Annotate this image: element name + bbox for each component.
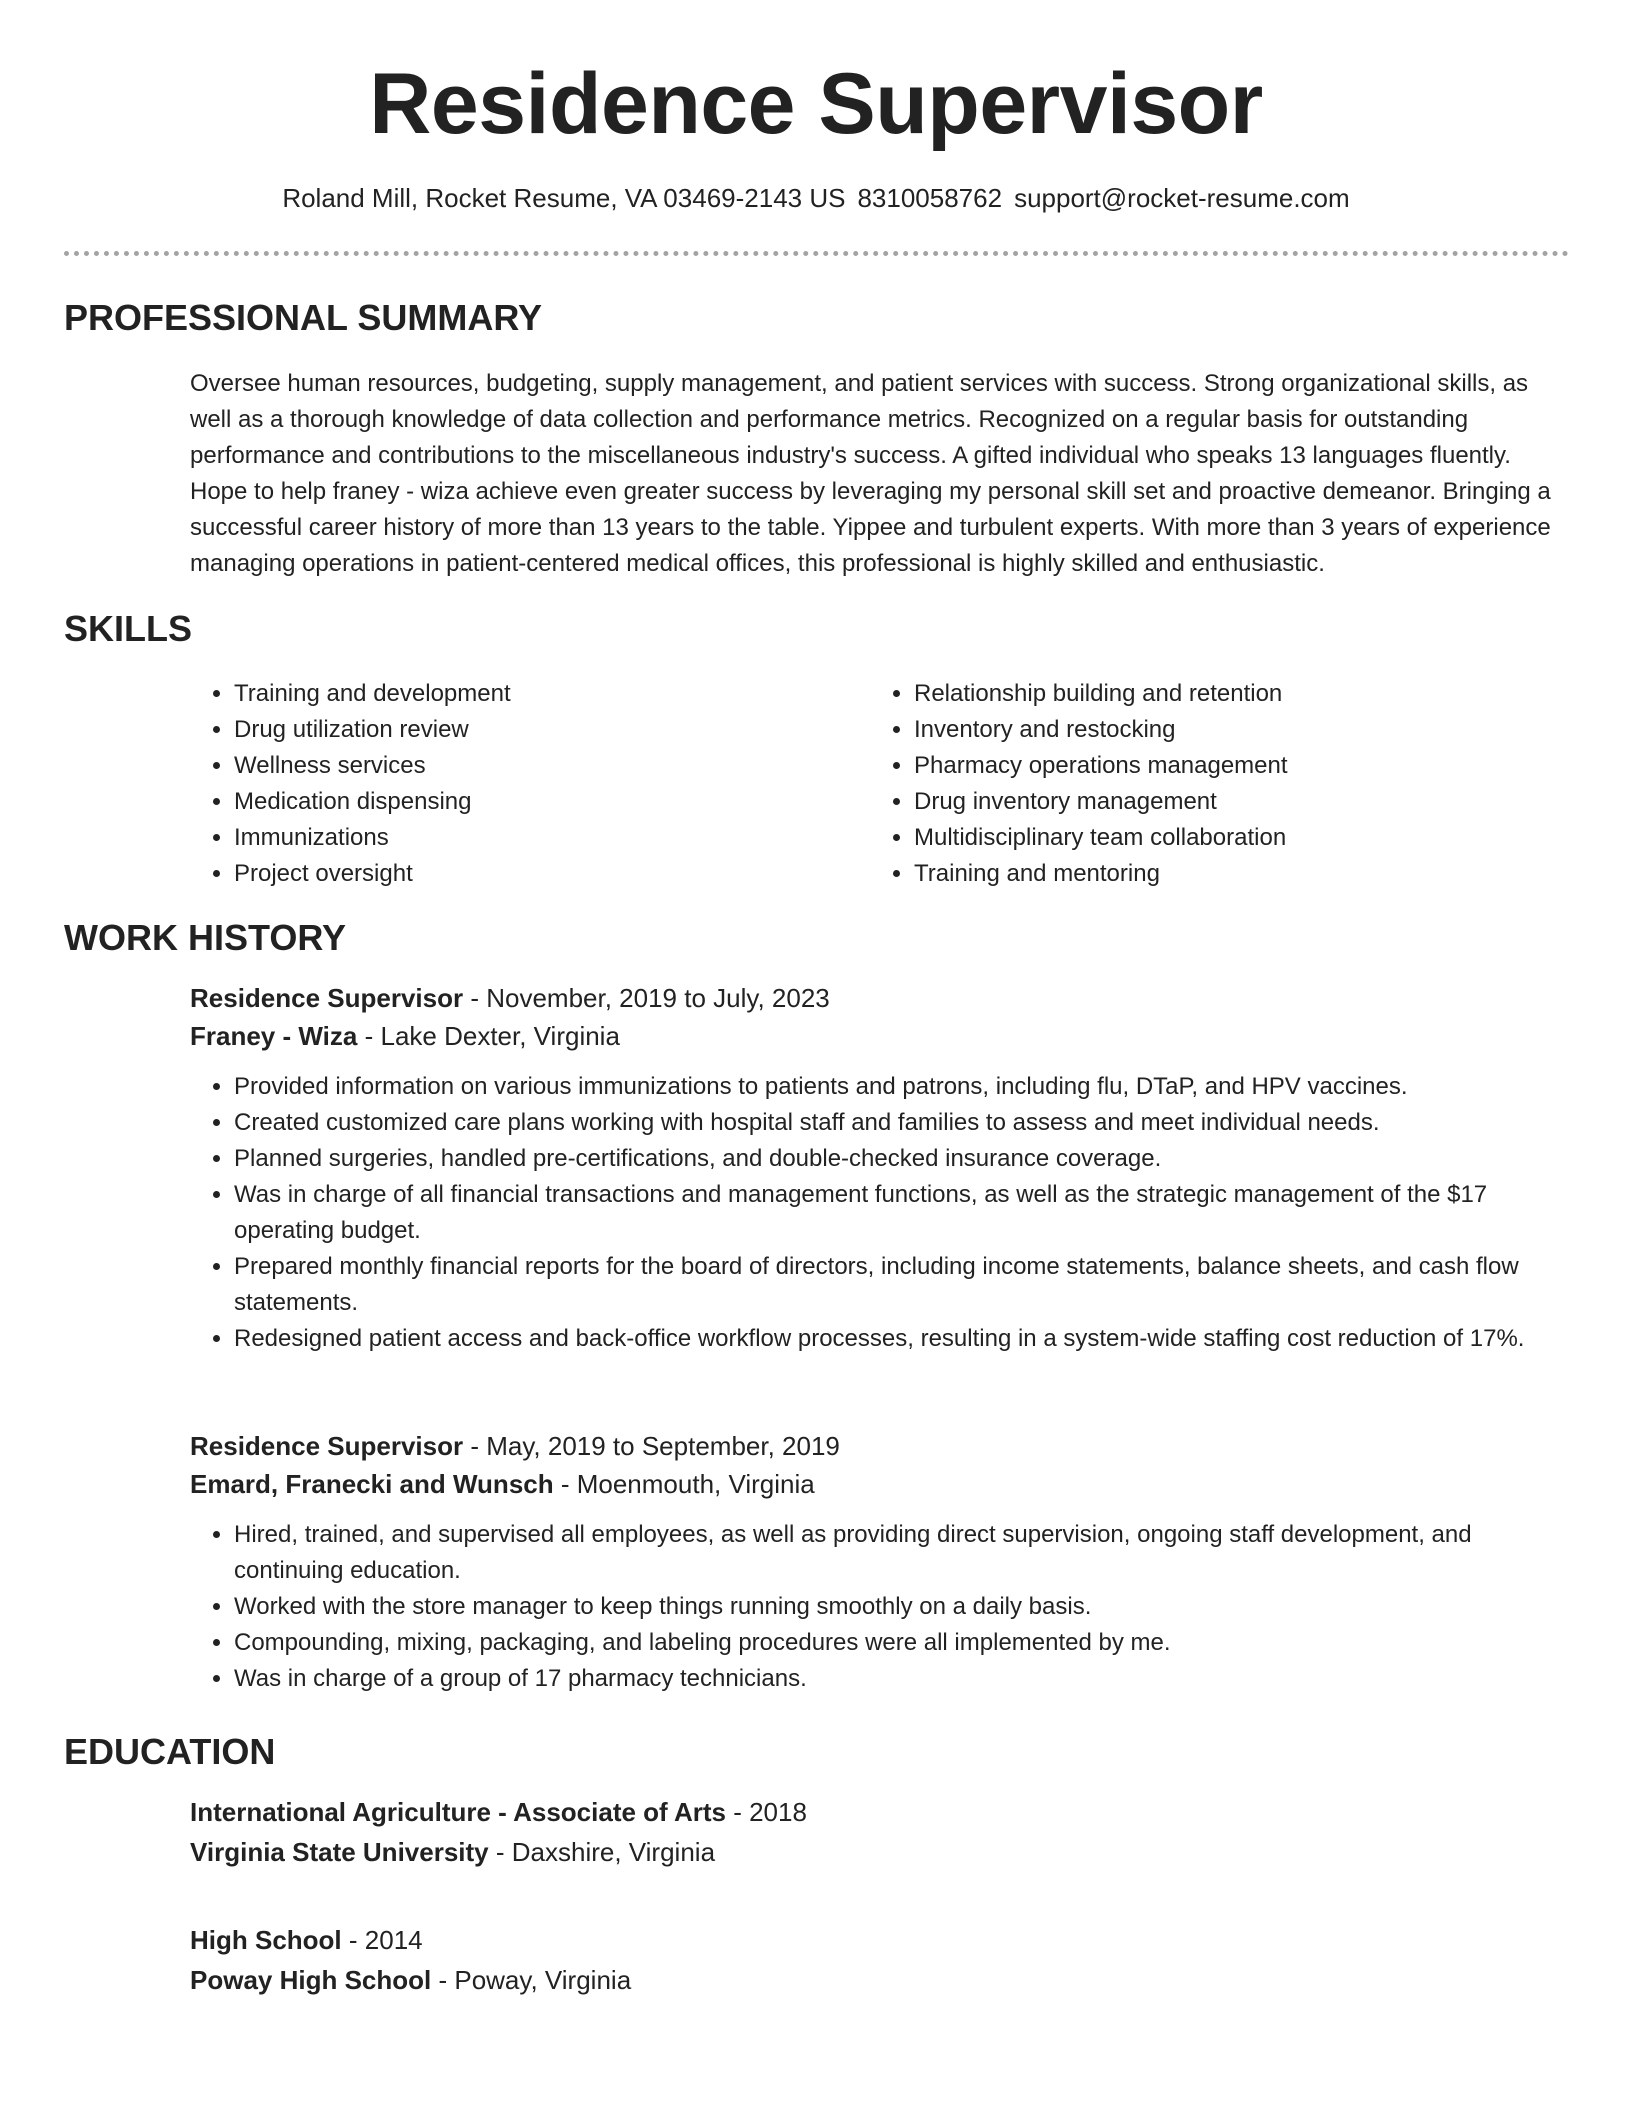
- contact-address: Roland Mill, Rocket Resume, VA 03469-2143 US: [282, 183, 846, 213]
- education-entry: [190, 1793, 1570, 1871]
- skills-column-right: [870, 676, 1510, 892]
- skill-item: • Multidisciplinary team collaboration: [914, 820, 1510, 856]
- education-school-line: [190, 1961, 1570, 1999]
- job-entry: [190, 1427, 1570, 1697]
- job-bullets: [190, 1517, 1570, 1697]
- job-location: - Moenmouth, Virginia: [553, 1469, 815, 1499]
- education-entry: [190, 1921, 1570, 1999]
- job-company: Emard, Franecki and Wunsch: [190, 1469, 554, 1499]
- contact-phone: 8310058762: [857, 183, 1003, 213]
- job-bullets: [190, 1069, 1570, 1357]
- job-company-line: [190, 1017, 1570, 1055]
- skill-item: • Immunizations: [234, 820, 830, 856]
- work-section-title: WORK HISTORY: [64, 917, 347, 958]
- education-year: - 2018: [725, 1797, 807, 1827]
- skill-item: • Relationship building and retention: [914, 676, 1510, 712]
- contact-email: support@rocket-resume.com: [1014, 183, 1350, 213]
- education-section-title: EDUCATION: [64, 1731, 276, 1772]
- education-degree-line: [190, 1921, 1570, 1959]
- job-bullet: • Was in charge of a group of 17 pharmacy technicians.: [234, 1661, 1570, 1697]
- summary-section-title: PROFESSIONAL SUMMARY: [64, 297, 543, 338]
- education-location: - Daxshire, Virginia: [488, 1837, 716, 1867]
- job-bullet: • Prepared monthly financial reports for the board of directors, including income statements, balance sheets, and cash flow statements.: [234, 1249, 1570, 1321]
- job-bullet: • Created customized care plans working with hospital staff and families to assess and meet individual needs.: [234, 1105, 1570, 1141]
- skill-item: • Medication dispensing: [234, 784, 830, 820]
- job-role: Residence Supervisor: [190, 983, 464, 1013]
- job-title-line: [190, 979, 1570, 1017]
- skills-column-left: [190, 676, 830, 892]
- job-bullet: • Planned surgeries, handled pre-certifications, and double-checked insurance coverage.: [234, 1141, 1570, 1177]
- education-year: - 2014: [341, 1925, 423, 1955]
- job-bullet: • Hired, trained, and supervised all employees, as well as providing direct supervision, ongoing staff development, and continuing education.: [234, 1517, 1570, 1589]
- education-degree: High School: [190, 1925, 342, 1955]
- job-dates: - November, 2019 to July, 2023: [463, 983, 830, 1013]
- job-role: Residence Supervisor: [190, 1431, 464, 1461]
- job-title-line: [190, 1427, 1570, 1465]
- job-company: Franey - Wiza: [190, 1021, 358, 1051]
- job-entry: [190, 979, 1570, 1357]
- skill-item: • Training and development: [234, 676, 830, 712]
- header-divider: [64, 251, 1569, 256]
- skill-item: • Drug utilization review: [234, 712, 830, 748]
- resume-name-heading: Residence Supervisor: [369, 56, 1263, 152]
- job-bullet: • Worked with the store manager to keep things running smoothly on a daily basis.: [234, 1589, 1570, 1625]
- skill-item: • Pharmacy operations management: [914, 748, 1510, 784]
- job-bullet: • Compounding, mixing, packaging, and labeling procedures were all implemented by me.: [234, 1625, 1570, 1661]
- contact-line: [0, 180, 1632, 216]
- job-company-line: [190, 1465, 1570, 1503]
- education-school: Poway High School: [190, 1965, 432, 1995]
- skill-item: • Drug inventory management: [914, 784, 1510, 820]
- education-degree: International Agriculture - Associate of Arts: [190, 1797, 726, 1827]
- skill-item: • Project oversight: [234, 856, 830, 892]
- skill-item: • Inventory and restocking: [914, 712, 1510, 748]
- job-dates: - May, 2019 to September, 2019: [463, 1431, 840, 1461]
- job-bullet: • Provided information on various immunizations to patients and patrons, including flu, DTaP, and HPV vaccines.: [234, 1069, 1570, 1105]
- education-school: Virginia State University: [190, 1837, 489, 1867]
- skills-section-title: SKILLS: [64, 608, 193, 649]
- job-bullet: • Was in charge of all financial transactions and management functions, as well as the strategic management of the $17 operating budget.: [234, 1177, 1570, 1249]
- education-degree-line: [190, 1793, 1570, 1831]
- skill-item: • Training and mentoring: [914, 856, 1510, 892]
- education-location: - Poway, Virginia: [431, 1965, 632, 1995]
- job-bullet: • Redesigned patient access and back-office workflow processes, resulting in a system-wide staffing cost reduction of 17%.: [234, 1321, 1570, 1357]
- education-school-line: [190, 1833, 1570, 1871]
- job-location: - Lake Dexter, Virginia: [357, 1021, 620, 1051]
- skill-item: • Wellness services: [234, 748, 830, 784]
- summary-text: Oversee human resources, budgeting, supply management, and patient services with success. Strong organizational skills, as well as a thorough knowledge of data collection and performance metrics. Recognized on a regular basis for outstanding performance and contributions to the miscellaneous industry's success. A gifted individual who speaks 13 languages fluently. Hope to help franey - wiza achieve even greater success by leveraging my personal skill set and proactive demeanor. Bringing a successful career history of more than 13 years to the table. Yippee and turbulent experts. With more than 3 years of experience managing operations in patient-centered medical offices, this professional is highly skilled and enthusiastic.: [190, 370, 1551, 577]
